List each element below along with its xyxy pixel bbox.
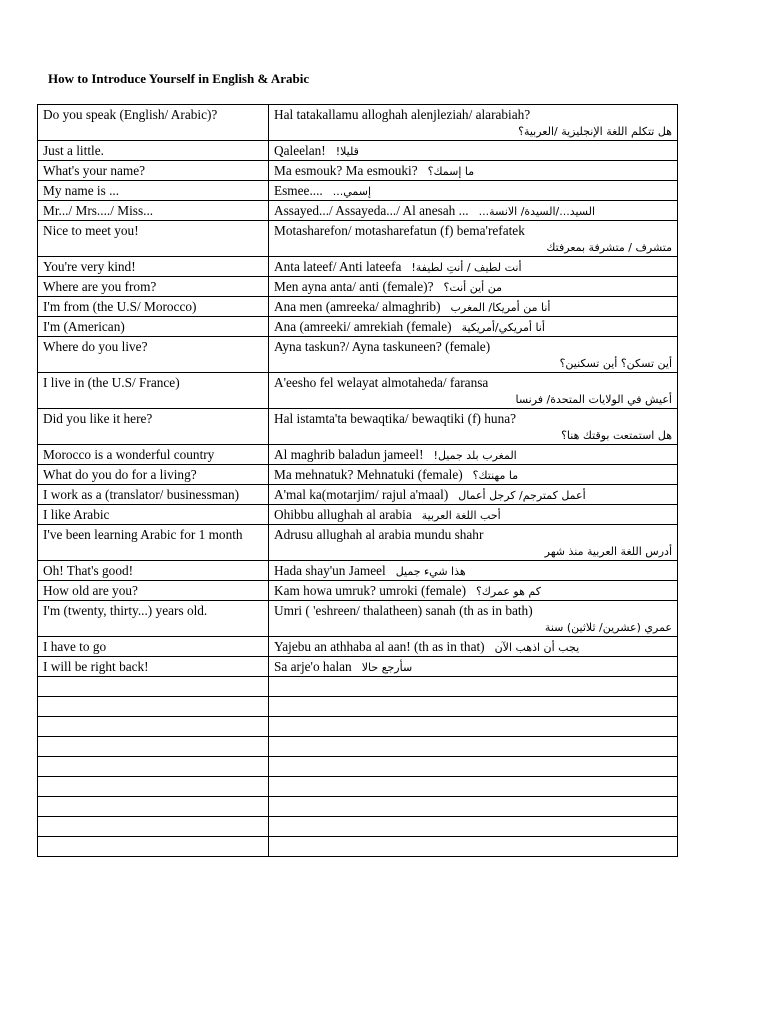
translation-cell: [269, 409, 678, 445]
transliteration: Ana (amreeki/ amrekiah (female): [274, 319, 452, 334]
translation-cell: [269, 297, 678, 317]
translation-cell: [269, 373, 678, 409]
transliteration: Esmee....: [274, 183, 323, 198]
table-row: [38, 337, 678, 373]
arabic-text: من أين أنت؟: [443, 281, 502, 294]
arabic-text: أعمل كمترجم/ كرجل أعمال: [458, 489, 586, 502]
english-phrase: I like Arabic: [38, 505, 269, 525]
table-row: [38, 297, 678, 317]
empty-cell: [38, 737, 269, 757]
english-phrase: I have to go: [38, 637, 269, 657]
empty-cell: [38, 777, 269, 797]
arabic-text: إسمي...: [332, 185, 372, 198]
empty-row: [38, 837, 678, 857]
transliteration: Assayed.../ Assayeda.../ Al anesah ...: [274, 203, 469, 218]
english-phrase: Just a little.: [38, 141, 269, 161]
table-row: [38, 485, 678, 505]
transliteration: Anta lateef/ Anti lateefa: [274, 259, 402, 274]
english-phrase: I work as a (translator/ businessman): [38, 485, 269, 505]
transliteration: Sa arje'o halan: [274, 659, 352, 674]
table-row: [38, 221, 678, 257]
translation-cell: [269, 221, 678, 257]
transliteration: Ayna taskun?/ Ayna taskuneen? (female): [274, 339, 491, 354]
empty-cell: [269, 757, 678, 777]
transliteration: Ma esmouk? Ma esmouki?: [274, 163, 418, 178]
arabic-text: كم هو عمرك؟: [476, 585, 541, 598]
arabic-text: أحب اللغة العربية: [421, 509, 501, 522]
arabic-text: أدرس اللغة العربية منذ شهر: [544, 545, 672, 558]
table-row: [38, 317, 678, 337]
empty-row: [38, 797, 678, 817]
empty-row: [38, 717, 678, 737]
empty-row: [38, 757, 678, 777]
english-phrase: Where are you from?: [38, 277, 269, 297]
translation-cell: [269, 637, 678, 657]
english-phrase: Mr.../ Mrs..../ Miss...: [38, 201, 269, 221]
empty-cell: [269, 737, 678, 757]
table-row: [38, 105, 678, 141]
table-row: [38, 505, 678, 525]
page-title: How to Introduce Yourself in English & Arabic: [48, 71, 310, 86]
empty-cell: [38, 797, 269, 817]
empty-cell: [38, 717, 269, 737]
english-phrase: I'm (twenty, thirty...) years old.: [38, 601, 269, 637]
translation-cell: [269, 601, 678, 637]
english-phrase: I'm from (the U.S/ Morocco): [38, 297, 269, 317]
translation-cell: [269, 581, 678, 601]
translation-cell: [269, 141, 678, 161]
table-row: [38, 373, 678, 409]
empty-cell: [269, 837, 678, 857]
table-row: [38, 561, 678, 581]
transliteration: Al maghrib baladun jameel!: [274, 447, 424, 462]
translation-cell: [269, 317, 678, 337]
empty-cell: [269, 697, 678, 717]
table-row: [38, 161, 678, 181]
arabic-text: ما إسمك؟: [427, 165, 475, 178]
transliteration: Qaleelan!: [274, 143, 326, 158]
translation-cell: [269, 445, 678, 465]
empty-cell: [38, 697, 269, 717]
table-row: [38, 581, 678, 601]
translation-cell: [269, 561, 678, 581]
english-phrase: How old are you?: [38, 581, 269, 601]
translation-cell: [269, 181, 678, 201]
english-phrase: I live in (the U.S/ France): [38, 373, 269, 409]
table-row: [38, 637, 678, 657]
arabic-text: عمري (عشرين/ ثلاثين) سنة: [544, 621, 672, 634]
english-phrase: Morocco is a wonderful country: [38, 445, 269, 465]
empty-cell: [269, 677, 678, 697]
english-phrase: Did you like it here?: [38, 409, 269, 445]
arabic-text: ما مهنتك؟: [472, 469, 519, 482]
english-phrase: I will be right back!: [38, 657, 269, 677]
empty-cell: [38, 817, 269, 837]
transliteration: Hal tatakallamu alloghah alenjleziah/ alarabiah?: [274, 107, 531, 122]
empty-cell: [38, 757, 269, 777]
translation-cell: [269, 201, 678, 221]
empty-row: [38, 817, 678, 837]
empty-cell: [269, 717, 678, 737]
arabic-text: متشرف / متشرفة بمعرفتك: [546, 241, 672, 254]
transliteration: Ana men (amreeka/ almaghrib): [274, 299, 441, 314]
arabic-text: أنت لطيف / أنتِ لطيفة!: [411, 261, 522, 274]
translation-cell: [269, 485, 678, 505]
arabic-text: أنا أمريكي/أمريكية: [461, 321, 545, 334]
table-row: [38, 409, 678, 445]
translation-cell: [269, 161, 678, 181]
english-phrase: Do you speak (English/ Arabic)?: [38, 105, 269, 141]
empty-row: [38, 777, 678, 797]
translation-cell: [269, 277, 678, 297]
english-phrase: What's your name?: [38, 161, 269, 181]
english-phrase: Oh! That's good!: [38, 561, 269, 581]
translation-cell: [269, 105, 678, 141]
english-phrase: What do you do for a living?: [38, 465, 269, 485]
transliteration: Adrusu allughah al arabia mundu shahr: [274, 527, 484, 542]
english-phrase: My name is ...: [38, 181, 269, 201]
english-phrase: Where do you live?: [38, 337, 269, 373]
empty-row: [38, 677, 678, 697]
empty-cell: [38, 837, 269, 857]
transliteration: Men ayna anta/ anti (female)?: [274, 279, 434, 294]
translation-cell: [269, 337, 678, 373]
translation-cell: [269, 525, 678, 561]
phrase-table: [37, 104, 678, 857]
transliteration: Hal istamta'ta bewaqtika/ bewaqtiki (f) huna?: [274, 411, 517, 426]
empty-cell: [269, 797, 678, 817]
transliteration: Yajebu an athhaba al aan! (th as in that): [274, 639, 485, 654]
table-row: [38, 657, 678, 677]
table-row: [38, 525, 678, 561]
arabic-text: أعيش في الولايات المتحدة/ فرنسا: [515, 393, 672, 406]
transliteration: Motasharefon/ motasharefatun (f) bema'refatek: [274, 223, 525, 238]
arabic-text: سأرجع حالا: [361, 661, 413, 674]
transliteration: Hada shay'un Jameel: [274, 563, 386, 578]
table-row: [38, 201, 678, 221]
english-phrase: I'm (American): [38, 317, 269, 337]
arabic-text: السيد.../السيدة/ الانسة...: [478, 205, 596, 218]
table-row: [38, 141, 678, 161]
table-row: [38, 257, 678, 277]
translation-cell: [269, 657, 678, 677]
english-phrase: You're very kind!: [38, 257, 269, 277]
arabic-text: المغرب بلد جميل!: [433, 449, 517, 462]
table-row: [38, 445, 678, 465]
arabic-text: قليلا!: [335, 145, 359, 158]
arabic-text: هل استمتعت بوقتك هنا؟: [561, 429, 672, 442]
translation-cell: [269, 257, 678, 277]
empty-cell: [38, 677, 269, 697]
transliteration: A'mal ka(motarjim/ rajul a'maal): [274, 487, 449, 502]
table-row: [38, 181, 678, 201]
arabic-text: يجب أن اذهب الآن: [494, 641, 580, 654]
empty-row: [38, 697, 678, 717]
arabic-text: هذا شيء جميل: [395, 565, 466, 578]
table-row: [38, 465, 678, 485]
arabic-text: أنا من أمريكا/ المغرب: [450, 301, 551, 314]
table-row: [38, 277, 678, 297]
english-phrase: Nice to meet you!: [38, 221, 269, 257]
transliteration: Kam howa umruk? umroki (female): [274, 583, 466, 598]
empty-cell: [269, 817, 678, 837]
translation-cell: [269, 465, 678, 485]
empty-row: [38, 737, 678, 757]
english-phrase: I've been learning Arabic for 1 month: [38, 525, 269, 561]
transliteration: A'eesho fel welayat almotaheda/ faransa: [274, 375, 489, 390]
empty-cell: [269, 777, 678, 797]
transliteration: Umri ( 'eshreen/ thalatheen) sanah (th as in bath): [274, 603, 533, 618]
arabic-text: هل تتكلم اللغة الإنجليزية /العربية؟: [518, 125, 672, 138]
table-row: [38, 601, 678, 637]
transliteration: Ma mehnatuk? Mehnatuki (female): [274, 467, 463, 482]
transliteration: Ohibbu allughah al arabia: [274, 507, 412, 522]
arabic-text: أين تسكن؟ أين تسكنين؟: [559, 357, 672, 370]
translation-cell: [269, 505, 678, 525]
